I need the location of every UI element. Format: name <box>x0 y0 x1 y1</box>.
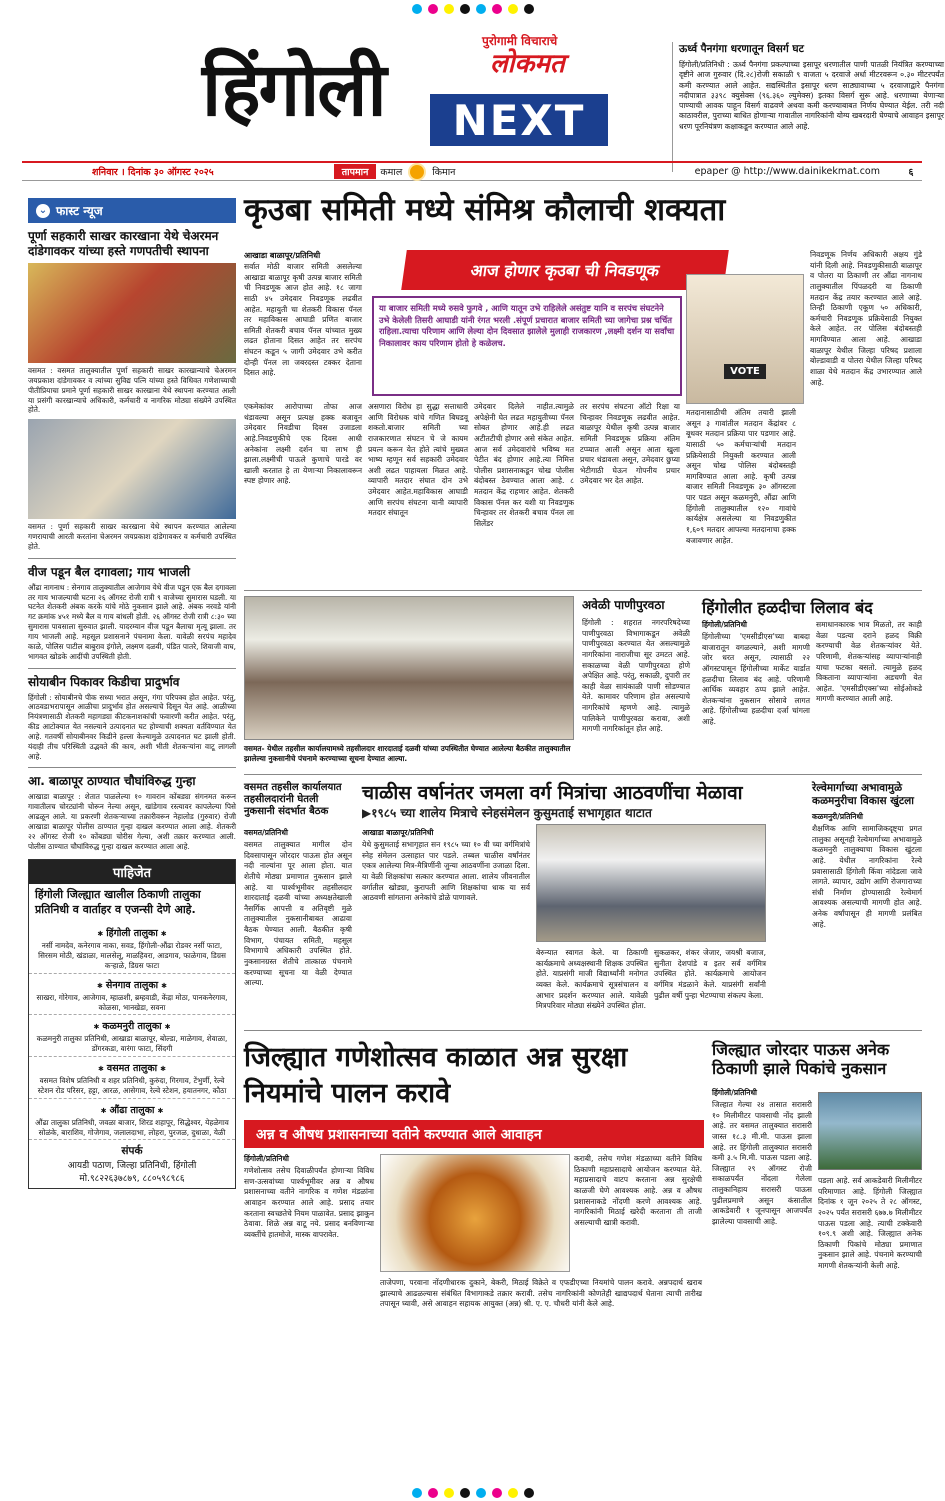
sidebar-story-caption: वसमत : वसमत तालुक्यातील पूर्णा सहकारी साखर कारखान्याचे चेअरमन जयप्रकाश दांडेगावकर व त्यांच्या सुविद्य पत्नि यांच्या हस्ते विधिवत गणेशाच्याची पीतीप्रियाचा प्रमाने पूर्णा सहकारी साखर कारखाना येथे स्थापना करण्यात आली या प्रसंगी कारखान्याचे अधिकारी, कर्मचारी व नागरिक मोठ्या संख्येने उपस्थित होते. <box>28 366 236 415</box>
min-temp-label: किमान <box>432 167 456 178</box>
lead-banner-text: आज होणार कृउबा ची निवडणूक <box>469 261 661 280</box>
taluka-heading: ✱ औंढा तालुका ✱ <box>29 1103 235 1116</box>
divider <box>28 668 236 669</box>
top-story-headline: ऊर्ध्व पैनगंगा धरणातून विसर्ग घट <box>679 43 804 55</box>
max-temp-label: कमाल <box>380 167 403 178</box>
jobs-wanted-box <box>28 859 236 1189</box>
lead-banner <box>401 250 729 290</box>
sidebar-story-headline: वीज पडून बैल दगावला; गाय भाजली <box>28 564 190 579</box>
turmeric-byline: हिंगोली/प्रतिनिधी <box>702 620 748 629</box>
turmeric-body-2: समाधानकारक भाव मिळतो, तर काही वेळा पडत्या दराने हळद विक्री करण्याची वेळ शेतकऱ्यांवर येते. परिणामी, शेतकऱ्यांसह व्यापाऱ्यांनाही याचा फटका बसतो. त्यामुळे हळद विकताना व्यापाऱ्यांना अडचणी येत आहेत. 'एमसीडीएक्स'च्या सोईओकडे मागणी करण्यात आली आहे. <box>816 620 922 704</box>
lead-column-1b: एकमेकांवर आरोपाच्या तोफा आज थंडावल्या असून प्रत्यक्ष हक्क बजावून उमेदवार निवडीचा दिवस उजाडला आहे.निवडणुकीचे एक दिवस आधी अनेकांना लक्ष्मी दर्शन चा लाभ ही झाला.लक्ष्मीची पाऊले कुणाचे पारडे वर खाली करतात हे ता येणाऱ्या निकालावरून स्पष्ट होणार आहे. <box>244 402 362 486</box>
railway-headline: रेल्वेमार्गाच्या अभावामुळे कळमनुरीचा विकास खुंटला <box>812 782 915 807</box>
sidebar-story-headline: सोयाबीन पिकावर किडीचा प्रादुर्भाव <box>28 674 180 689</box>
jobs-title: पाहिजेत <box>29 860 235 884</box>
jobs-intro: हिंगोली जिल्ह्यात खालील ठिकाणी तालुका प्रतिनिधी व वार्ताहर व एजन्सी देणे आहे. <box>35 888 201 917</box>
reunion-headline: चाळीस वर्षानंतर जमला वर्ग मित्रांचा आठवणींचा मेळावा <box>362 782 743 804</box>
reunion-byline: आखाडा बाळापूर/प्रतिनिधी <box>362 828 434 837</box>
turmeric-body: हिंगोलीच्या 'एमसीडीएस'च्या बाबदा बाजारातून वगळल्याने, अशी मागणी जोर धरत असून, त्यासाठी २२ ऑगस्टपासून हिंगोलीच्या मार्केट यार्डात हळदीचा लिलाव बंद आहे. परिणामी आर्थिक व्यवहार ठप्प झाले आहेत. शेतकऱ्यांना नुकसान सोसावे लागत आहे. हिंगोलीच्या हळदीचा दर्जा चांगला आहे. <box>702 632 810 727</box>
ganesh-byline: हिंगोली/प्रतिनिधी <box>244 1154 290 1163</box>
edition-logo: NEXT <box>430 94 608 146</box>
taluka-places: नर्सी नामदेव, कनेरगाव नाका, सवड, हिंगोली-औंढा रोडवर नर्सी फाटा, सिरसम मोठी, खंडाळा, मालसेलू, माळहिवरा, आडगाव, फाळेगाव, डिग्रस कऱ्हाळे, डिग्रस फाटा <box>29 939 235 974</box>
water-body: हिंगोली : शहरात नगरपरिषदेच्या पाणीपुरवठा विभागाकडून अवेळी पाणीपुरवठा करण्यात येत असल्यामुळे नागरिकांना नाराजीचा सूर उमटत आहे. सकाळच्या वेळी पाणीपुरवठा होणे अपेक्षित आहे. परंतु, सकाळी, दुपारी तर काही वेळा सायंकाळी पाणी सोडण्यात येते. कामावर परिणाम होत असल्याचे नागरिकांचे म्हणणे आहे. त्यामुळे पालिकेने पाणीपुरवठा करावा, अशी मागणी नागरिकांतून होत आहे. <box>582 618 690 734</box>
tahsil-body: वसमत तालुक्यात मागील दोन दिवसापासून जोरदार पाऊस होत असून नदी नाल्यांना पूर आला होता. यात शेतीचे मोठ्या प्रमाणात नुकसान झाले आहे. या पार्श्वभूमीवर तहसीलदार शारदाताई दळवी यांच्या अध्यक्षतेखाली नैसर्गिक आपत्ती व अतिवृष्टी मुळे तालुक्यातील नुकसानीबाबत आढावा बैठक घेण्यात आली. बैठकीत कृषी विभाग, पंचायत समिती, महसूल विभागाचे अधिकारी उपस्थित होते. नुकसानग्रस्त शेतीचे तात्काळ पंचनामे करण्याच्या सूचना या वेळी देण्यात आल्या. <box>244 840 352 988</box>
page-number: ६ <box>908 167 914 178</box>
railway-body: शैक्षणिक आणि सामाजिकदृष्ट्या प्रगत तालुका असूनही रेल्वेमार्गाच्या अभावामुळे कळमनुरी तालुक्याचा विकास खुंटला आहे. येथील नागरिकांना रेल्वे प्रवासासाठी हिंगोली किंवा नांदेडला जावे लागते. व्यापार, उद्योग आणि रोजगाराच्या संधी निर्माण होण्यासाठी रेल्वेमार्ग आवश्यक असल्याची मागणी होत आहे. अनेक वर्षांपासून ही मागणी प्रलंबित आहे. <box>812 824 922 929</box>
brand-tagline: पुरोगामी विचाराचे <box>482 34 558 48</box>
ganesh-body: गणेशोत्सव तसेच दिवाळीपर्यंत होणाऱ्या विविध सण-उत्सवांच्या पार्श्वभूमीवर अन्न व औषध प्रशासनाच्या वतीने नागरिक व गणेश मंडळांना आवाहन करण्यात आले आहे. प्रसाद तयार करताना स्वच्छतेचे नियम पाळावेत. प्रसाद झाकून ठेवावा. शिळे अन्न वाटू नये. प्रसाद बनविणाऱ्या व्यक्तींचे हातमोजे, मास्क वापरावेत. <box>244 1166 374 1239</box>
divider <box>244 774 922 775</box>
tahsil-meeting-photo <box>244 596 574 740</box>
turmeric-headline: हिंगोलीत हळदीचा लिलाव बंद <box>702 598 873 617</box>
divider <box>244 1030 922 1031</box>
reunion-subhead: ▶१९८५ च्या शालेय मित्राचे स्नेहसंमेलन कुसुमताई सभागृहात थाटात <box>362 806 652 820</box>
epaper-link[interactable]: epaper @ http://www.dainikekmat.com <box>694 166 880 177</box>
jobs-contact <box>29 1140 235 1188</box>
railway-byline: कळमनुरी/प्रतिनिधी <box>812 812 864 821</box>
reunion-group-photo <box>536 824 766 942</box>
ganesh-banner <box>244 1120 704 1148</box>
lead-headline: कृउबा समिती मध्ये संमिश्र कौलाची शक्यता <box>244 192 726 228</box>
temperature-strip <box>334 164 456 179</box>
vote-label: VOTE <box>724 364 766 379</box>
voting-illustration <box>686 274 804 404</box>
rain-byline: हिंगोली/प्रतिनिधी <box>712 1088 758 1097</box>
contact-phone: मो.९८२२६३७८७९, ८८०५९८९८६ <box>79 1174 185 1185</box>
ganesh-body-2: कराबी, तसेच गणेश मंडळाच्या वतीने विविध ठिकाणी महाप्रसादाचे आयोजन करण्यात येते. महाप्रसादाचे वाटप करताना अन्न सुरक्षेची काळजी घेणे आवश्यक आहे. अन्न व औषध प्रशासनाकडे नोंदणी करणे आवश्यक आहे. नागरिकांनी मिठाई खरेदी करताना ती ताजी असल्याची खात्री करावी. <box>574 1154 702 1227</box>
chevron-down-icon: ⌄ <box>36 204 50 218</box>
sidebar-story-headline: आ. बाळापूर ठाण्यात चौघांविरुद्ध गुन्हा <box>28 774 196 789</box>
taluka-places: वसमत विशेष प्रतिनिधी व शहर प्रतिनिधी, कुरुंदा, गिरगाव, टेंभुर्णी, रेल्वे स्टेशन रोड परिसर, हट्टा, आरळ, आसेगाव, रेल्वे स्टेशन, हयातनगर, कौठा <box>29 1074 235 1099</box>
reunion-body-2: बेरुन्यात स्वागत केले. या ठिकाणी कार्यक्रमाचे अध्यक्षस्थानी शिक्षक उपस्थित होते. याप्रसंगी माजी विद्यार्थ्यांनी मनोगत व्यक्त केले. कार्यक्रमाचे सूत्रसंचालन व आभार प्रदर्शन करण्यात आले. यावेळी मित्रपरिवार मोठ्या संख्येने उपस्थित होता. <box>536 948 648 1011</box>
tahsil-byline: वसमत/प्रतिनिधी <box>244 828 288 837</box>
sidebar-story-body: आखाडा बाळापूर : शेतात पाळलेल्या १० गावरान कोंबड्या संगनमत करून गावातीलच चोरट्यांनी चोरून नेल्या असून, खांडेगाव रस्त्यावर कापलेल्या पिसे आढळून आले. या प्रकरणी शेतकऱ्याच्या तक्रारीवरून नेहालोड (गुरुवार) रोजी आखाडा बाळापूर पोलीस ठाण्यात गुन्हा दाखल करण्यात आला आहे. शेतकरी २२ ऑगस्ट रोजी १० कोंबड्या चोरीस गेल्या, अशी तक्रार करण्यात आली. पोलीस ठाण्यात चौघांविरुद्ध गुन्हा दाखल करण्यात आला आहे. <box>28 792 236 851</box>
publisher-logo: लोकमत <box>490 49 565 79</box>
ganesh-body-3: ताजेपणा, परवाना नोंदणीधारक दुकाने, बेकरी, मिठाई विक्रेते व एफडीएच्या नियमांचे पालन करावे. अन्नपदार्थ खराब झाल्याचे आढळल्यास संबंधित विभागाकडे तक्रार करावी. तसेच नागरिकांनी कोणतेही खाद्यपदार्थ घेताना त्याची तारीख तपासून घ्यावी, असे आवाहन सहायक आयुक्त (अन्न) श्री. ए. ए. चौधरी यांनी केले आहे. <box>380 1278 702 1309</box>
rain-headline: जिल्ह्यात जोरदार पाऊस अनेक ठिकाणी झाले पिकांचे नुकसान <box>712 1040 890 1079</box>
reunion-body: येथे कुसुमताई सभागृहात सन १९८५ च्या १० वी च्या वर्गमित्रांचे स्नेह संमेलन उत्साहात पार पडले. तब्बल चाळीस वर्षांनंतर एकत्र आलेल्या मित्र-मैत्रिणींनी जुन्या आठवणींना उजाळा दिला. या वेळी शिक्षकांचा सत्कार करण्यात आला. शालेय जीवनातील वर्गातील खोड्या, कुरापती आणि शिक्षकांचा धाक या सर्व आठवणी सांगताना अनेकांचे डोळे पाणावले. <box>362 840 530 903</box>
contact-label: संपर्क <box>121 1145 143 1158</box>
reunion-body-3: सुकळकर, शंकर जेजार, जयश्री बजाज, सुनीता देशपांडे व इतर सर्व वर्गमित्र उपस्थित होते. कार्यक्रमाचे आयोजन वर्गमित्र मंडळाने केले. याप्रसंगी सर्वांनी पुढील वर्षी पुन्हा भेटण्याचा संकल्प केला. <box>654 948 766 1000</box>
divider <box>28 767 236 768</box>
dateline-bar <box>22 161 922 181</box>
contact-name: आयडी पठाण, जिल्हा प्रतिनिधी, हिंगोली <box>67 1161 197 1172</box>
food-prasad-photo <box>380 1154 570 1272</box>
ganesh-headline: जिल्ह्यात गणेशोत्सव काळात अन्न सुरक्षा नियमांचे पालन करावे <box>244 1042 628 1110</box>
rain-body-2: पडला आहे. सर्व आकडेवारी मिलीमीटर परिमाणात आहे. हिंगोली जिल्ह्यात दिनांक १ जून २०२५ ते २८ ऑगस्ट, २०२५ पर्यंत सरासरी ६७७.७ मिलीमीटर पाऊस पडला आहे. त्याची टक्केवारी १०९.९ अशी आहे. जिल्ह्यात अनेक ठिकाणी पिकांचे मोठ्या प्रमाणात नुकसान झाले आहे. पंचनामे करण्याची मागणी शेतकऱ्यांनी केली आहे. <box>818 1176 922 1271</box>
taluka-places: कळमनुरी तालुका प्रतिनिधी, आखाडा बाळापूर, बोल्डा, माळेगाव, शेवाळा, डोंगरकडा, वारंगा फाटा, सिंदगी <box>29 1032 235 1057</box>
ganesh-banner-text: अन्न व औषध प्रशासनाच्या वतीने करण्यात आले आवाहन <box>256 1126 542 1143</box>
divider <box>244 590 922 591</box>
brand-title: हिंगोली <box>202 47 385 133</box>
taluka-heading: ✱ सेनगाव तालुका ✱ <box>29 978 235 991</box>
registration-marks-bottom <box>0 1486 945 1500</box>
registration-marks-top <box>0 2 945 16</box>
taluka-places: औंढा तालुका प्रतिनिधी, जवळा बाजार, शिरड शहापूर, सिद्धेश्वर, येहळेगाव सोळंके, बाराशिव, गोजेगाव, जलालदाभा, लोहरा, पुरजळ, दुधाळा, येळी <box>29 1116 235 1141</box>
lead-byline: आखाडा बाळापूर/प्रतिनिधी <box>244 251 321 260</box>
lead-column-1: सर्वात मोठी बाजार समिती असलेल्या आखाडा बाळापूर कृषी उत्पन्न बाजार समिती ची निवडणूक आज होत आहे. १८ जागा साठी ४५ उमेदवार निवडणूक लढवीत आहेत. महायुती चा शेतकरी विकास पॅनल तर महाविकास आघाडी प्रणित बाजार समिती शेतकरी बचाव पॅनल यांच्यात मुख्य लढत होताना दिसत आहेत तर सरपंच संघटन कडून ५ जागी उमेदवार उभे करीत दोन्ही पॅनल ला जबरदस्त टक्कर देताना दिसत आहे. <box>244 262 362 378</box>
lead-column-4: मतदानासाठीची अंतिम तयारी झाली असून ३ गावांतील मतदान केंद्रांवर ८ बूथवर मतदान प्रक्रिया पार पडणार आहे. यासाठी ५० कर्मचाऱ्यांची मतदान प्रक्रियेसाठी नियुक्ती करण्यात आली असून चोख पोलिस बंदोबस्तही मागविण्यात आला आहे. कृषी उत्पन्न बाजार समिती निवडणूक ३० ऑगस्टला पार पडत असून कळमनुरी, औंढा आणि हिंगोली तालुक्यातील १२० गावांचे कार्यक्षेत्र असलेल्या या निवडणुकीत १,६०९ मतदार आपल्या मतदानाचा हक्क बजावणार आहेत. <box>686 408 796 545</box>
sun-icon <box>410 165 424 179</box>
aarti-photo <box>28 419 236 519</box>
top-story <box>672 42 944 172</box>
divider <box>28 558 236 559</box>
sidebar-story-headline: पूर्णा सहकारी साखर कारखाना येथे चेअरमन दांडेगावकर यांच्या हस्ते गणपतीची स्थापना <box>28 229 219 258</box>
ganpati-installation-photo <box>28 263 236 363</box>
lead-column-3b: तर सरपंच संघटना ऑटो रिक्षा या चिन्हावर निवडणूक लढवीत आहेत. बाळापूर येथील कृषी उत्पन्न बाजार समिती निवडणूक प्रक्रिया अंतिम टप्प्यात आली असून आता खुला प्रचार थंडावला असून, उमेदवार छुप्या भेटीगाठी घेऊन गोपनीय प्रचार उमेदवार भर देत आहेत. <box>580 402 680 486</box>
rain-photo <box>818 1092 922 1170</box>
lead-column-2: असणारा विरोध हा सुद्धा सत्ताधारी आणि विरोधक यांचे गणित बिघडवू शकतो.बाजार समिती च्या राजकारणात संघटन चे जे कायम प्रयत्न करून येत होते त्यांचे मुख्यत भाष्य म्हणून सर्व सहकारी उमेदवार अशी लढत पाहायला मिळत आहे. व्यापारी मतदार संघात दोन उभे उमेदवार आहेत.महाविकास आघाडी आणि सरपंच संघटना यानी व्यापारी मतदार संघातून <box>368 402 468 518</box>
tahsil-headline: वसमत तहसील कार्यालयात तहसीलदारांनी घेतली नुकसानी संदर्भात बैठक <box>244 782 342 817</box>
issue-date: शनिवार । दिनांक ३० ऑगस्ट २०२५ <box>92 167 214 178</box>
taluka-heading: ✱ वसमत तालुका ✱ <box>29 1061 235 1074</box>
meeting-caption: वसमत- येथील तहसील कार्यालयामध्ये तहसीलदार शारदाताई दळवी यांच्या उपस्थितीत घेण्यात आलेल्या बैठकीत तालुक्यातील झालेल्या नुकसानीचे पंचनामे करण्याच्या सूचना देण्यात आल्या. <box>244 744 571 763</box>
rain-body: जिल्हात गेल्या २४ तासात सरासरी १० मिलीमीटर पावसाची नोंद झाली आहे. तर वसमत तालुक्यात सरासरी जास्त १८.३ मी.मी. पाऊस झाला आहे. तर हिंगोली तालुक्यात सरासरी कमी ३.५ मि.मी. पाऊस पडला आहे. जिल्ह्यात २९ ऑगस्ट रोजी सकाळपर्यंत नोंदला गेलेला तालुकानिहाय सरासरी पाऊस पुढीलप्रमाणे असून कंसातील आकडेवारी १ जूनपासून आजपर्यंत झालेल्या पावसाची आहे. <box>712 1100 812 1227</box>
water-headline: अवेळी पाणीपुरवठा <box>582 598 665 612</box>
temperature-label: तापमान <box>334 164 377 179</box>
fast-news-title: फास्ट न्यूज <box>56 204 103 218</box>
taluka-heading: ✱ कळमनुरी तालुका ✱ <box>29 1019 235 1032</box>
lead-quote: या बाजार समिती मध्ये रुसवे फुगवे , आणि यातून उभे राहिलेले असंतुष्ट यानि व सरपंच संघटनेने उभे केलेली तिसरी आघाडी यांनी रंगत भरली .संपूर्ण प्रचारात बाजार समिती च्या जागेचा प्रश्न चर्चित राहिला.त्याचा परिणाम आणि लेल्या दोन दिवसात झालेले मुलाही राजकारण ,लक्ष्मी दर्शन या सर्वांचा निकालावर काय परिणाम होतो हे कळेलच. <box>372 296 682 396</box>
sidebar-story-body: औंढा नागनाथ : सेनगाव तालुक्यातील आजेगाव येथे वीज पडून एक बैल दगावला तर गाय भाजल्याची घटना २६ ऑगस्ट रोजी रात्री ९ वाजेच्या सुमारास घडली. या घटनेत शेतकरी अंबक करके यांचे मोठे नुकसान झाले आहे. अंबक नरवडे यांनी गट क्रमांक ४५१ मध्ये बैल व गाय बांधली होती. २६ ऑगस्ट रोजी रात्री ८:३० च्या सुमारास पावसाला सुरुवात झाली. यादरम्यान वीज पडून बैलाचा मृत्यू झाला. तर गाय भाजली आहे. महसूल प्रशासनाने पंचनामा केला. यावेळी सरपंच महादेव काळे, पोलिस पाटील बाबुराव इंगोले, लक्ष्मण दळवी, पंडित पातरे, शिवाजी वाघ, भागवत खोडके आदींची उपस्थिती होती. <box>28 582 236 661</box>
fast-news-sidebar <box>28 198 236 1480</box>
top-story-body: हिंगोली/प्रतिनिधी : ऊर्ध्व पैनगंगा प्रकल्पाच्या इसापूर धरणातील पाणी पातळी नियंत्रित करण्याच्या दृष्टीने आज गुरुवार (दि.२८)रोजी सकाळी ९ वाजता ५ दरवाजे अर्धा मीटरवरून ०.३० मीटरपर्यंत कमी करण्यात आले आहेत. सद्यस्थितीत इसापूर धरण साठ्यावाच्या ५ दरवाजाद्वारे पैनगंगा नदीपात्रात ३३९८ क्युसेक्स (९६.३६० ल्युमेक्स) इतका विसर्ग सुरू आहे. धरणाच्या येणाऱ्या पाण्याची आवक पाहून विसर्ग वाढवणे अथवा कमी करण्याबाबत निर्णय घेण्यात येईल. तरी नदी काठावरील, पुराच्या बाधित होणाऱ्या गावातील नागरिकांनी योग्य खबरदारी घेण्याचे आवाहन इसापूर धरण पूरनियंत्रण कक्षाकडून करण्यात आले आहे. <box>679 60 944 131</box>
sidebar-story-caption-2: वसमत : पूर्णा सहकारी साखर कारखाना येथे स्थापन करण्यात आलेल्या गणरायाची आरती करतांना चेअरमन जयप्रकाश दांडेगावकर व कर्मचारी उपस्थित होते. <box>28 522 236 551</box>
taluka-places: साखरा, गोरेगाव, आजेगाव, म्हाळशी, ब्रम्हवाडी, केंद्रा मोठा, पानकनेरगाव, कोळसा, भानखेडा, सवना <box>29 991 235 1016</box>
lead-column-3: उमेदवार दिलेले नाहीत.त्यामुळे अपेक्षेनी घेत लढत महायुतीच्या पॅनल सोबत होणार आहे.ही लढत अटीतटीची होणार असे संकेत आहेत. आज सर्व उमेदवारांचे भविष्य मत पेटीत बंद होणार आहे.त्या निमित्त पोलीस प्रशासनाकडून चोख पोलीस बंदोबस्त ठेवण्यात आला आहे. ८ मतदान केंद्र राहणार आहेत. शेतकरी विकास पॅनल कर यशी या निवडणुक चिन्हावर तर शेतकरी बचाव पॅनल ला सिलेंडर <box>474 402 574 529</box>
lead-column-5: निवडणूक निर्णय अधिकारी अक्षय गुंडे यांनी दिली आहे. निवडणुकीसाठी बाळापूर व पोतरा या ठिकाणी तर औंढा नागनाथ तालुक्यातील पिंपळदरी या ठिकाणी मतदान केंद्र तयार करण्यात आले आहे. तिन्ही ठिकाणी एकूण ५० अधिकारी, कर्मचारी निवडणूक प्रक्रियेसाठी नियुक्त केले आहेत. तर पोलिस बंदोबस्तही मागविण्यात आला आहे. आखाडा बाळापूर येथील जिल्हा परिषद प्रशाला बोल्डावाडी व पोतरा येथील जिल्हा परिषद शाळा येथे मतदान केंद्र उभारण्यात आले आहे. <box>810 250 922 387</box>
fast-news-header <box>28 198 236 223</box>
masthead <box>22 18 944 158</box>
sidebar-story-body: हिंगोली : सोयाबीनचे पीक सध्या भरात असून, गंगा परिपक्व होत आहेत. परंतु, आठवडाभरापासून आळीचा प्रादुर्भाव होत असल्याचे दिसून येत आहे. आळीच्या नियंत्रणासाठी शेतकरी महागड्या कीटकनाशकांची फवारणी करीत आहेत. परंतु, कीड आटोक्यात येत नसल्याने उत्पादनात घट होण्याची शक्यता वर्तविण्यात येत आहे. गतवर्षी सोयाबीनवर किडीने हल्ला केल्यामुळे उत्पादनात घट झाली होती. यंदाही तीच परिस्थिती उद्भवते की काय, अशी भीती शेतकऱ्यांना वाटू लागली आहे. <box>28 692 236 761</box>
taluka-heading: ✱ हिंगोली तालुका ✱ <box>29 926 235 939</box>
